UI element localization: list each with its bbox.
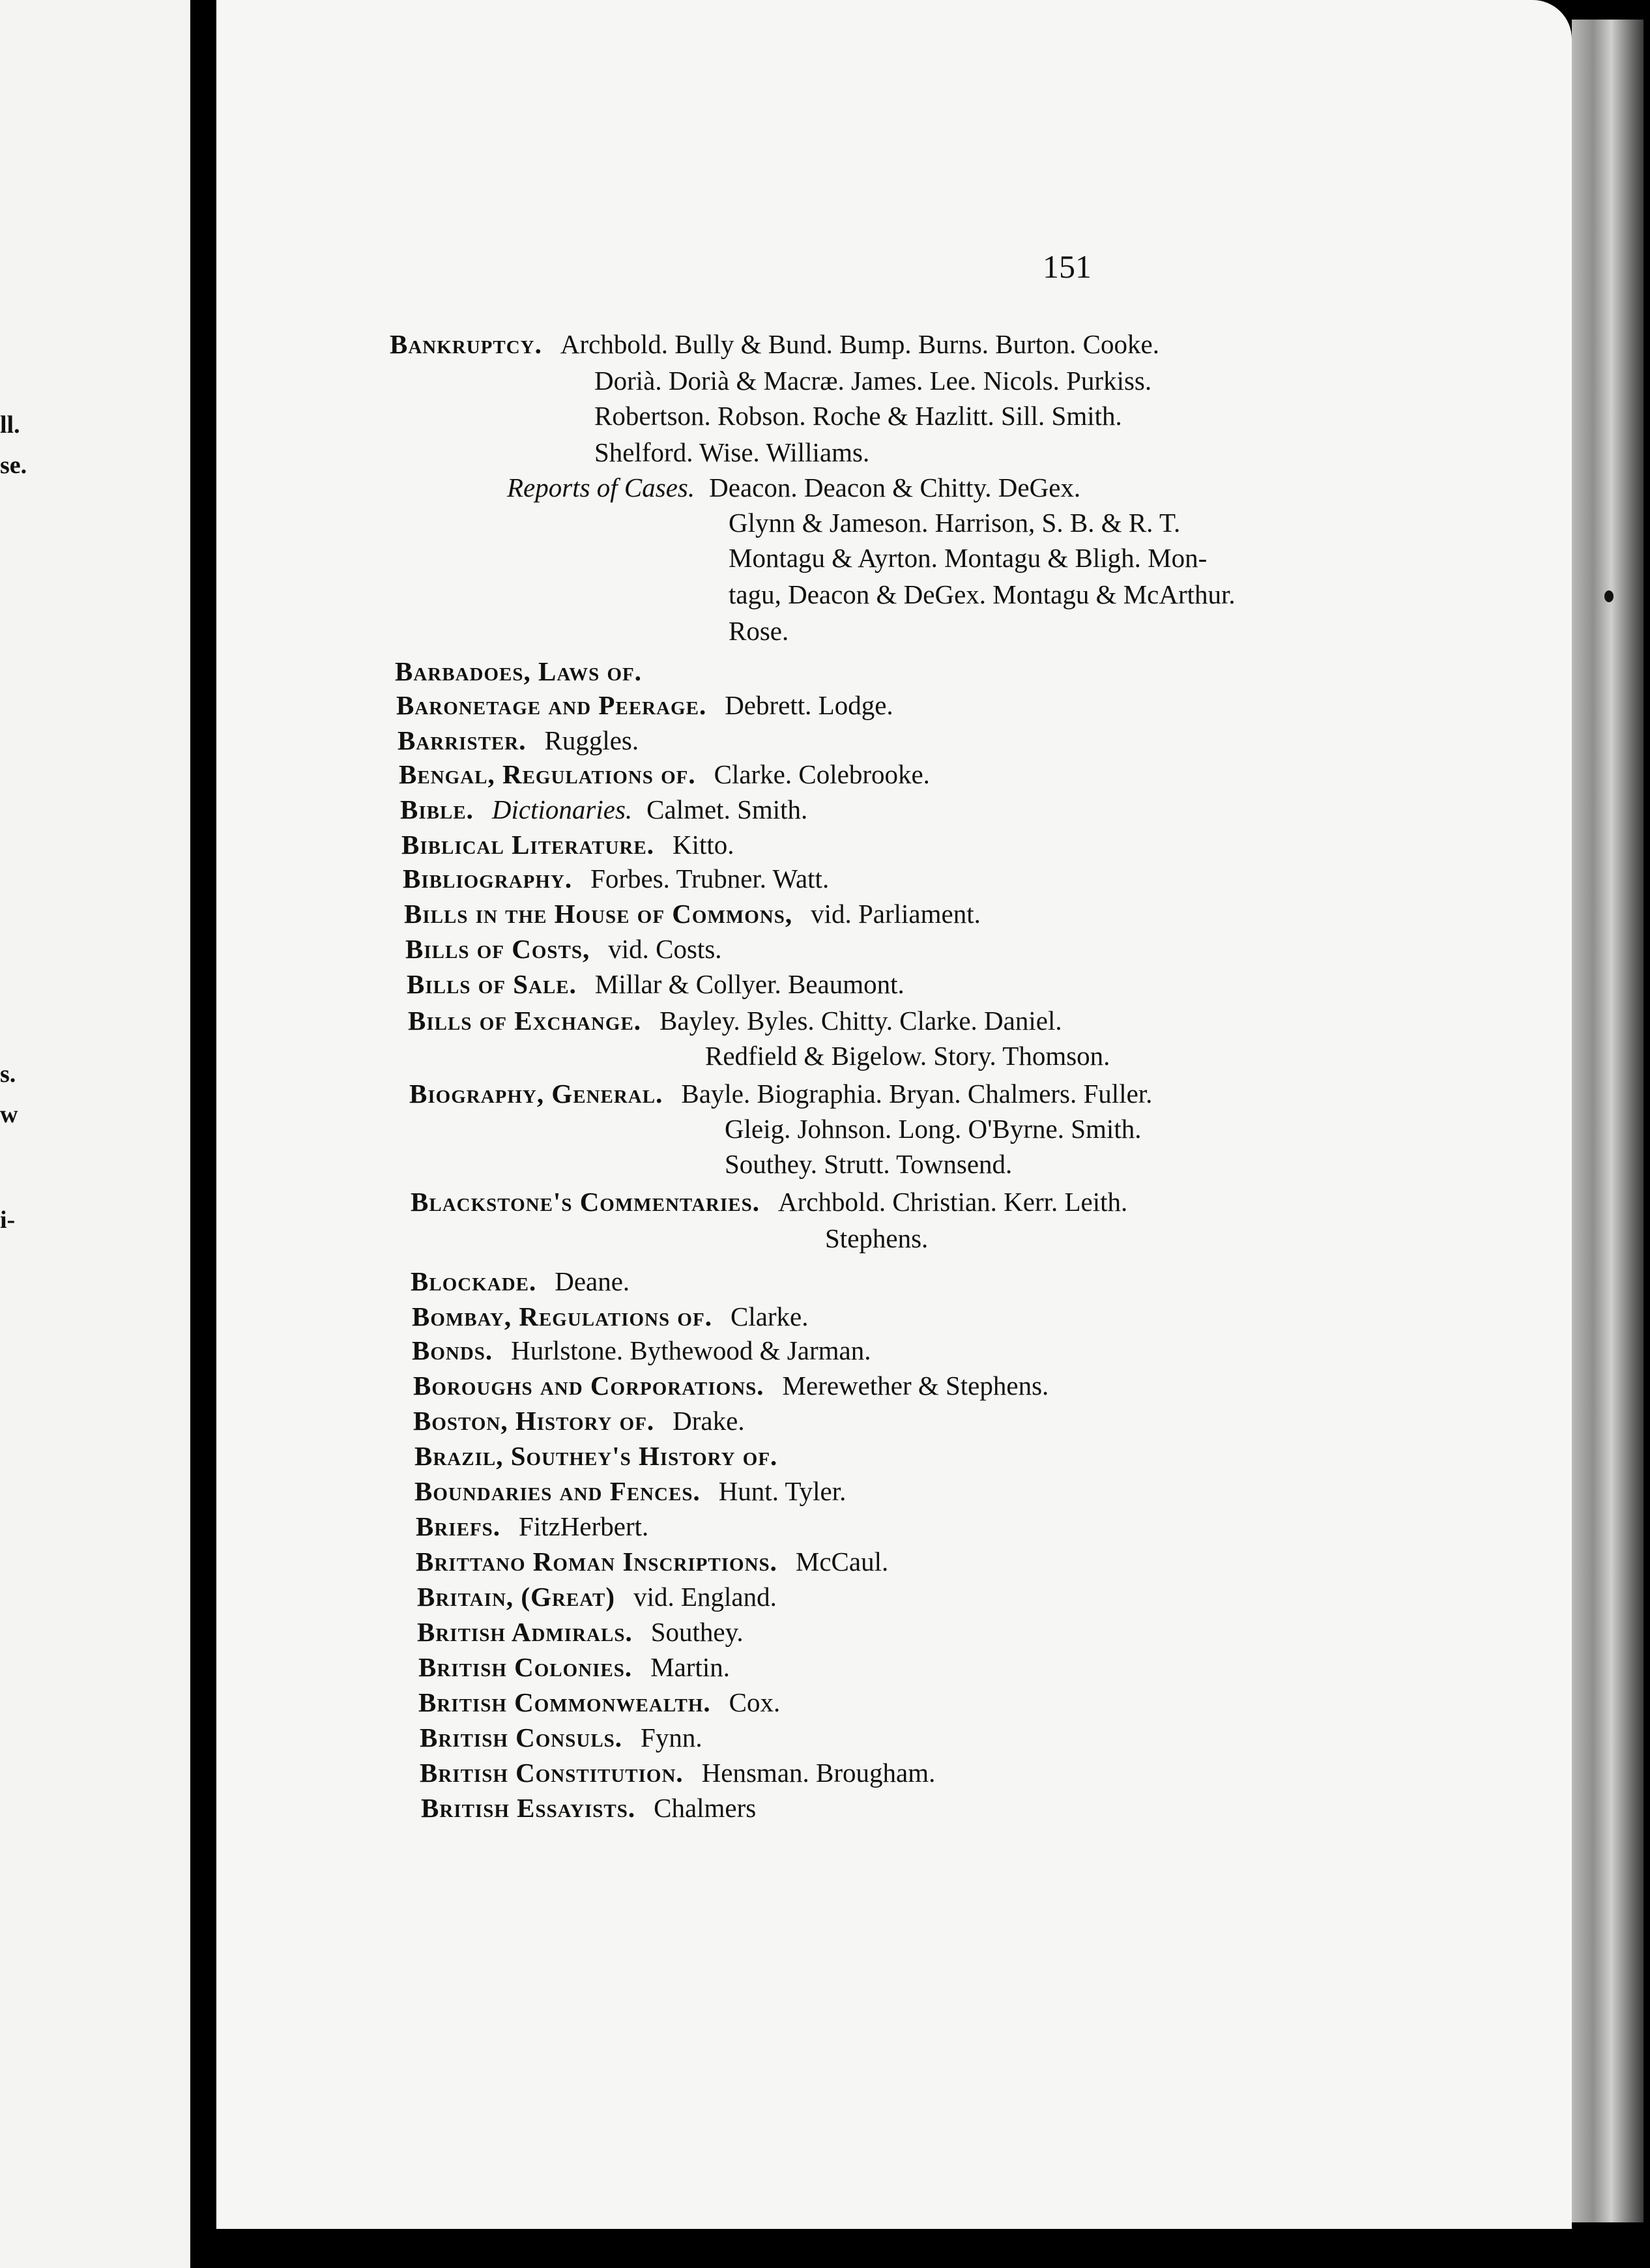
entry-text: Clarke. <box>730 1301 809 1331</box>
index-line <box>729 545 1207 572</box>
entry-heading: Bibliography. <box>403 864 573 894</box>
entry-text: Redfield & Bigelow. Story. Thomson. <box>705 1041 1110 1071</box>
index-line <box>421 1795 756 1822</box>
entry-text: Montagu & Ayrton. Montagu & Bligh. Mon- <box>729 543 1208 573</box>
left-fragment: w <box>0 1101 18 1128</box>
entry-text: Clarke. Colebrooke. <box>714 759 930 789</box>
index-line <box>725 1116 1141 1142</box>
left-page-edge <box>0 0 190 2268</box>
index-line <box>416 1513 648 1540</box>
index-line <box>390 331 1159 358</box>
entry-text: Southey. <box>650 1617 744 1647</box>
index-line <box>396 692 893 719</box>
entry-text: Forbes. Trubner. Watt. <box>590 864 830 894</box>
index-line <box>414 1443 796 1470</box>
page-stack-edge <box>1572 20 1643 2222</box>
index-line <box>398 727 639 754</box>
index-line <box>725 1151 1012 1178</box>
index-line <box>705 1043 1110 1069</box>
entry-text: FitzHerbert. <box>519 1511 649 1541</box>
entry-heading: Bombay, Regulations of. <box>412 1301 712 1331</box>
book-page <box>216 0 1572 2229</box>
entry-text: Cox. <box>729 1687 781 1717</box>
entry-text: Fynn. <box>641 1723 702 1752</box>
entry-text: Deacon. Deacon & Chitty. DeGex. <box>709 472 1081 502</box>
index-line <box>729 618 789 645</box>
edge-mark <box>1604 590 1614 602</box>
index-line <box>414 1478 846 1505</box>
index-line <box>413 1408 745 1434</box>
index-line <box>409 1081 1152 1107</box>
entry-heading: Bible. <box>400 794 474 824</box>
entry-text: Hurlstone. Bythewood & Jarman. <box>511 1335 871 1365</box>
index-line <box>417 1584 777 1610</box>
entry-heading: British Commonwealth. <box>418 1687 711 1717</box>
entry-heading: Briefs. <box>416 1511 501 1541</box>
index-line <box>395 658 660 685</box>
index-line <box>411 1189 1127 1215</box>
entry-text: Stephens. <box>825 1223 929 1253</box>
entry-heading: Bonds. <box>412 1335 493 1365</box>
index-line <box>825 1225 928 1252</box>
entry-text: Millar & Collyer. Beaumont. <box>594 969 905 999</box>
entry-text: Shelford. Wise. Williams. <box>594 437 870 467</box>
entry-heading: Bills of Exchange. <box>408 1006 642 1036</box>
entry-text: Glynn & Jameson. Harrison, S. B. & R. T. <box>729 508 1181 538</box>
entry-heading: Blockade. <box>411 1266 537 1296</box>
index-line <box>408 1008 1062 1034</box>
index-line <box>404 901 981 927</box>
entry-heading: British Consuls. <box>420 1723 623 1752</box>
entry-text: Chalmers <box>654 1793 757 1823</box>
index-line <box>729 581 1236 608</box>
entry-text: Gleig. Johnson. Long. O'Byrne. Smith. <box>725 1114 1142 1144</box>
entry-heading: Bills of Sale. <box>407 969 577 999</box>
index-line <box>417 1619 744 1646</box>
left-fragment: s. <box>0 1060 16 1088</box>
entry-heading: Brittano Roman Inscriptions. <box>416 1547 777 1577</box>
left-fragment: i- <box>0 1206 16 1234</box>
index-line <box>407 971 905 998</box>
entry-text: vid. Parliament. <box>811 899 981 929</box>
index-line <box>418 1689 780 1716</box>
entry-text: Rose. <box>729 616 789 646</box>
index-line <box>403 865 829 892</box>
entry-heading: Bills of Costs, <box>405 934 590 964</box>
index-line <box>412 1303 809 1330</box>
index-line <box>420 1724 702 1751</box>
entry-text: Ruggles. <box>544 725 639 755</box>
entry-italic: Reports of Cases. <box>507 472 695 502</box>
entry-heading: Barbadoes, Laws of. <box>395 656 642 686</box>
index-line <box>420 1760 935 1786</box>
entry-heading: Biblical Literature. <box>401 830 654 860</box>
entry-heading: British Admirals. <box>417 1617 633 1647</box>
entry-heading: British Essayists. <box>421 1793 636 1823</box>
entry-heading: Boundaries and Fences. <box>414 1476 701 1506</box>
index-line <box>416 1548 888 1575</box>
entry-text: Bayley. Byles. Chitty. Clarke. Daniel. <box>659 1006 1062 1036</box>
entry-text: Deane. <box>555 1266 630 1296</box>
entry-heading: Bills in the House of Commons, <box>404 899 793 929</box>
entry-italic: Dictionaries. <box>491 794 633 824</box>
entry-text: Hensman. Brougham. <box>701 1758 936 1788</box>
entry-text: Merewether & Stephens. <box>782 1371 1049 1401</box>
entry-heading: Blackstone's Commentaries. <box>411 1187 760 1217</box>
entry-text: Debrett. Lodge. <box>725 690 893 720</box>
entry-heading: Barrister. <box>398 725 527 755</box>
index-line <box>594 368 1151 394</box>
left-fragment: ll. <box>0 411 20 439</box>
entry-heading: Britain, (Great) <box>417 1582 616 1612</box>
entry-heading: Baronetage and Peerage. <box>396 690 707 720</box>
index-line <box>418 1654 730 1681</box>
index-line <box>411 1268 630 1295</box>
entry-text: Archbold. Bully & Bund. Bump. Burns. Burton. Cooke. <box>560 329 1159 359</box>
entry-heading: British Constitution. <box>420 1758 684 1788</box>
index-line <box>594 439 869 466</box>
index-line <box>405 936 722 963</box>
index-line <box>400 796 807 823</box>
entry-heading: Boston, History of. <box>413 1406 655 1436</box>
entry-text: Hunt. Tyler. <box>718 1476 847 1506</box>
entry-text: McCaul. <box>795 1547 889 1577</box>
page-number: 151 <box>1043 248 1092 285</box>
entry-text: Robertson. Robson. Roche & Hazlitt. Sill. Smith. <box>594 401 1122 431</box>
entry-text: Archbold. Christian. Kerr. Leith. <box>777 1187 1128 1217</box>
entry-heading: Brazil, Southey's History of. <box>414 1441 778 1471</box>
index-line <box>413 1373 1049 1399</box>
entry-text: Dorià. Dorià & Macræ. James. Lee. Nicols. Purkiss. <box>594 366 1152 396</box>
entry-heading: British Colonies. <box>418 1652 633 1682</box>
index-line <box>399 761 930 788</box>
index-line <box>594 403 1122 429</box>
index-line <box>507 474 1080 501</box>
index-line <box>412 1337 871 1364</box>
entry-heading: Biography, General. <box>409 1079 663 1109</box>
entry-heading: Bengal, Regulations of. <box>399 759 696 789</box>
entry-text: Calmet. Smith. <box>646 794 808 824</box>
entry-heading: Bankruptcy. <box>390 329 542 359</box>
entry-text: Drake. <box>673 1406 745 1436</box>
entry-text: tagu, Deacon & DeGex. Montagu & McArthur. <box>729 579 1236 609</box>
entry-text: Bayle. Biographia. Bryan. Chalmers. Fuller. <box>681 1079 1153 1109</box>
entry-text: vid. Costs. <box>608 934 722 964</box>
index-line <box>401 832 734 858</box>
entry-text: Southey. Strutt. Townsend. <box>725 1149 1013 1179</box>
entry-text: vid. England. <box>633 1582 777 1612</box>
entry-text: Kitto. <box>672 830 734 860</box>
left-fragment: se. <box>0 452 27 479</box>
entry-text: Martin. <box>650 1652 730 1682</box>
index-line <box>729 510 1180 536</box>
entry-heading: Boroughs and Corporations. <box>413 1371 764 1401</box>
